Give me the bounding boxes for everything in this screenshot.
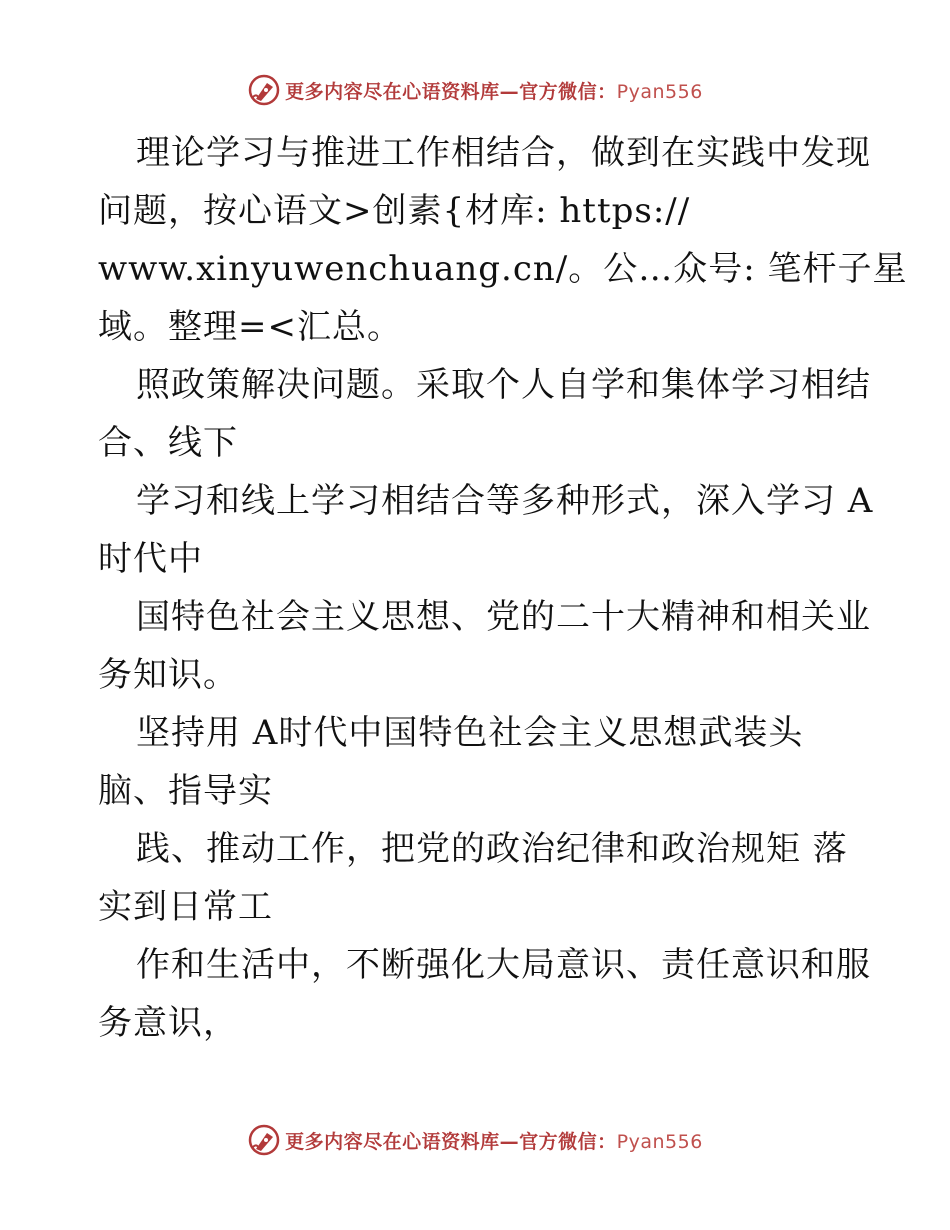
footer-banner — [0, 1120, 950, 1160]
banner-text — [285, 1127, 703, 1154]
text-line: 作和生活中，不断强化大局意识、责任意识和服 — [136, 945, 871, 985]
text-line: 合、线下 — [98, 423, 238, 463]
text-line: 时代中 — [98, 539, 203, 579]
text-line: 坚持用 A时代中国特色社会主义思想武装头 — [136, 713, 804, 753]
document-body — [98, 124, 908, 1052]
text-line: 域。整理=<汇总。 — [98, 307, 402, 347]
banner-account: Pyan556 — [616, 80, 703, 103]
text-line: 问题，按心语文>创素{材库: https:// — [98, 191, 691, 231]
header-banner — [0, 70, 950, 110]
pen-nib-logo-icon — [247, 73, 281, 107]
text-line: 学习和线上学习相结合等多种形式，深入学习 A — [136, 481, 874, 521]
text-line: 实到日常工 — [98, 887, 273, 927]
text-line: 理论学习与推进工作相结合，做到在实践中发现 — [136, 133, 871, 173]
text-line: www.xinyuwenchuang.cn/。公…众号: 笔杆子星 — [98, 249, 908, 289]
pen-nib-logo-icon — [247, 1123, 281, 1157]
banner-account: Pyan556 — [616, 1130, 703, 1153]
banner-slogan: 更多内容尽在心语资料库—官方微信： — [285, 1130, 617, 1153]
banner-text — [285, 77, 703, 104]
text-line: 践、推动工作，把党的政治纪律和政治规矩 落 — [136, 829, 848, 869]
text-line: 脑、指导实 — [98, 771, 273, 811]
text-line: 照政策解决问题。采取个人自学和集体学习相结 — [136, 365, 871, 405]
banner-slogan: 更多内容尽在心语资料库—官方微信： — [285, 80, 617, 103]
text-line: 国特色社会主义思想、党的二十大精神和相关业 — [136, 597, 871, 637]
text-line: 务意识， — [98, 1003, 238, 1043]
text-line: 务知识。 — [98, 655, 238, 695]
